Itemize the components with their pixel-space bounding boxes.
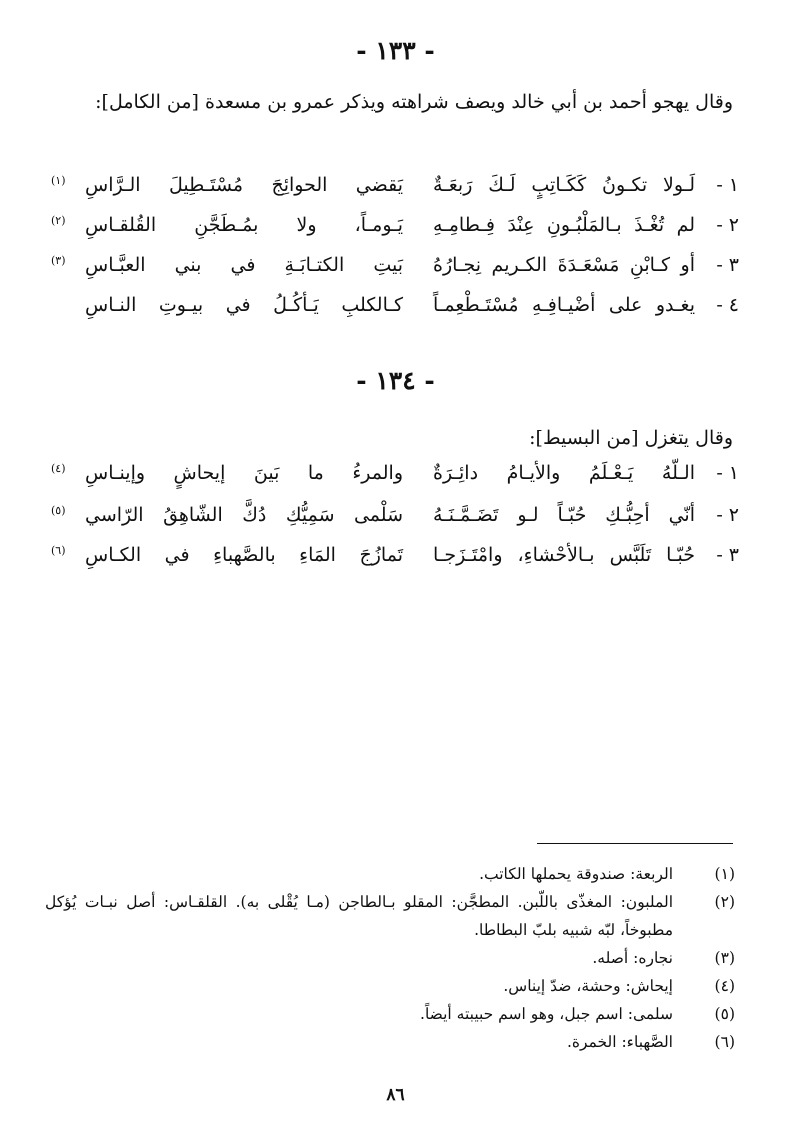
footnote-number: (٣) [714,949,735,967]
verse-first-hemistich: يغـدو على أضْيـافِـهِ مُسْتَـطْعِمـاً [433,294,695,316]
verse-number: ٣ - [716,254,739,276]
footnote-number: (٢) [714,893,735,911]
verse-line [51,210,739,246]
footnote-number: (٤) [714,977,735,995]
section-number-134: - ١٣٤ - [356,366,435,395]
verse-number: ٣ - [716,544,739,566]
footnote-marker: (٣) [51,254,66,267]
page-number: ٨٦ [386,1085,405,1105]
poem-intro-134: وقال يتغزل [من البسيط]: [529,427,733,449]
verse-second-hemistich: سَلْمى سَمِيُّكِ دُكَّ الشّاهِقُ الرّاسي [85,504,403,526]
verse-number: ٢ - [716,504,739,526]
footnote [45,888,735,944]
verse-line [51,540,739,576]
verse-line [51,290,739,326]
verse-first-hemistich: لم تُغْـذَ بـالمَلْبُـونِ عِنْدَ فِـطامِـهِ [433,214,695,236]
verse-number: ١ - [716,462,739,484]
verse-line [51,458,739,494]
verse-second-hemistich: والمرءُ ما بَينَ إيحاشٍ وإينـاسِ [85,462,403,484]
verse-second-hemistich: يَـومـاً، ولا بمُـطَجَّنِ القُلقـاسِ [85,214,403,236]
verse-line [51,500,739,536]
verse-second-hemistich: يَقضي الحوائِجَ مُسْتَـطِيلَ الـرَّاسِ [85,174,403,196]
verse-number: ٤ - [716,294,739,316]
verse-second-hemistich: تَمازُجَ المَاءِ بالصَّهباءِ في الكـاسِ [85,544,403,566]
verse-line [51,250,739,286]
footnote-text: نجاره: أصله. [592,949,673,967]
footnote [45,1000,735,1028]
verse-first-hemistich: لَـولا تكـونُ كَكَـاتِبٍ لَـكَ رَبعَـةٌ [433,174,695,196]
verse-first-hemistich: الـلّهُ يَـعْـلَمُ والأيـامُ دائِـرَةٌ [433,462,695,484]
footnote [45,944,735,972]
footnote [45,972,735,1000]
footnote-marker: (٥) [51,504,66,517]
verse-first-hemistich: أنّي أحِبُّـكِ حُبّـاً لـو تَضَـمَّـنَـهُ [433,504,695,526]
footnote-text: الربعة: صندوقة يحملها الكاتب. [479,865,673,883]
verse-number: ١ - [716,174,739,196]
footnote-number: (١) [714,865,735,883]
verse-second-hemistich: كـالكلبِ يَـأكُـلُ في بيـوتِ النـاسِ [85,294,403,316]
footnote-number: (٥) [714,1005,735,1023]
verse-number: ٢ - [716,214,739,236]
verse-line [51,170,739,206]
footnote-text: الملبون: المغذّى باللّبن. المطجَّن: المقلو بـالطاجن (مـا يُقْلى به). القلقـاس: أصل نبـات يُؤكل مطبوخاً، لبّه شبيه بلبّ البطاطا. [45,893,673,939]
footnote-text: الصَّهباء: الخمرة. [566,1033,673,1051]
footnote-marker: (٦) [51,544,66,557]
footnote-number: (٦) [714,1033,735,1051]
verse-first-hemistich: حُبّـا تَلَبَّس بـالأحْشاءِ، وامْتَـزَجـا [433,544,695,566]
section-number-133: - ١٣٣ - [356,36,435,65]
footnote-divider [537,843,733,844]
footnote-marker: (١) [51,174,66,187]
verse-second-hemistich: بَيتِ الكتـابَـةِ في بني العبَّـاسِ [85,254,403,276]
footnote [45,860,735,888]
footnote-marker: (٢) [51,214,66,227]
footnote-text: إيحاش: وحشة، ضدّ إيناس. [503,977,673,995]
verse-first-hemistich: أو كـابْنِ مَسْعَـدَةَ الكـريم نِجـارُهُ [433,254,695,276]
footnote-text: سلمى: اسم جبل، وهو اسم حبيبته أيضاً. [420,1005,673,1023]
footnote [45,1028,735,1056]
poem-intro-133: وقال يهجو أحمد بن أبي خالد ويصف شراهته ويذكر عمرو بن مسعدة [من الكامل]: [95,91,733,113]
footnotes [45,860,735,1056]
footnote-marker: (٤) [51,462,66,475]
